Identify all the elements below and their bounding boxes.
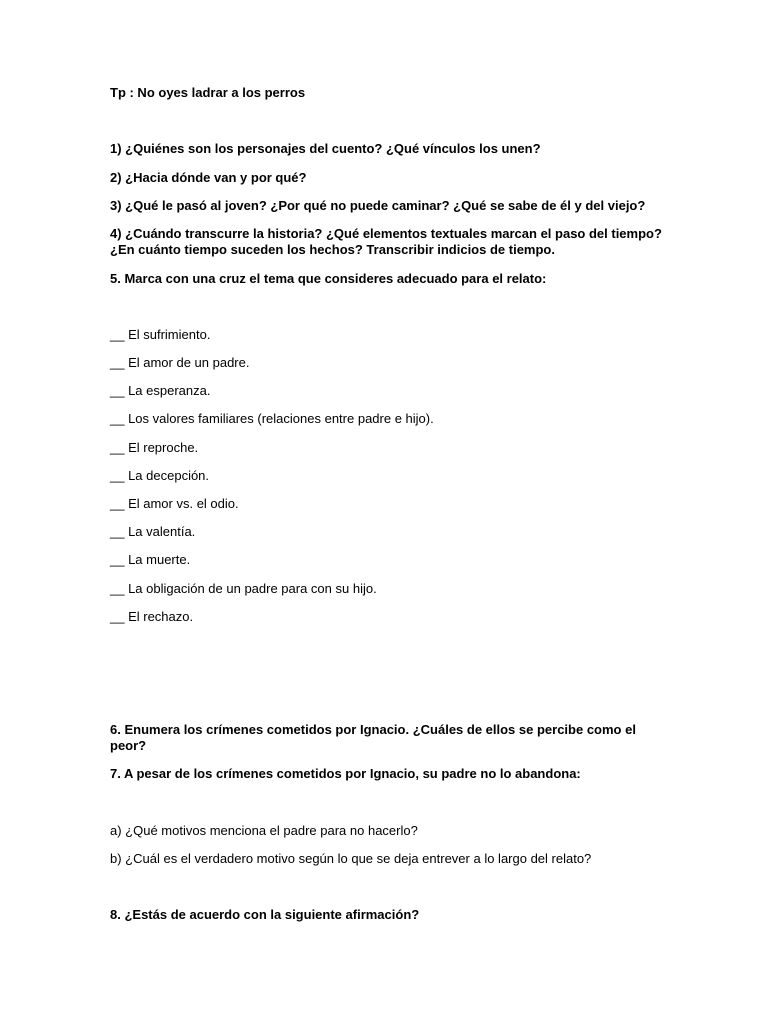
theme-option: __ El sufrimiento. [110, 327, 211, 342]
question-7b: b) ¿Cuál es el verdadero motivo según lo que se deja entrever a lo largo del relato? [110, 851, 592, 866]
question-6-line-2: peor? [110, 738, 147, 753]
document-title: Tp : No oyes ladrar a los perros [110, 85, 306, 100]
question-7: 7. A pesar de los crímenes cometidos por Ignacio, su padre no lo abandona: [110, 766, 581, 781]
theme-option: __ El amor de un padre. [110, 355, 250, 370]
theme-option: __ El rechazo. [110, 609, 194, 624]
question-8: 8. ¿Estás de acuerdo con la siguiente afirmación? [110, 907, 420, 922]
theme-option: __ La muerte. [110, 552, 191, 567]
question-2: 2) ¿Hacia dónde van y por qué? [110, 170, 307, 185]
question-1: 1) ¿Quiénes son los personajes del cuento? ¿Qué vínculos los unen? [110, 141, 541, 156]
question-6-line-1: 6. Enumera los crímenes cometidos por Ignacio. ¿Cuáles de ellos se percibe como el [110, 722, 636, 737]
theme-option: __ El reproche. [110, 440, 199, 455]
question-7a: a) ¿Qué motivos menciona el padre para no hacerlo? [110, 823, 418, 838]
question-3: 3) ¿Qué le pasó al joven? ¿Por qué no puede caminar? ¿Qué se sabe de él y del viejo? [110, 198, 646, 213]
question-4-line-1: 4) ¿Cuándo transcurre la historia? ¿Qué elementos textuales marcan el paso del tiempo? [110, 226, 662, 241]
theme-option: __ La esperanza. [110, 383, 211, 398]
theme-option: __ La valentía. [110, 524, 196, 539]
theme-option: __ Los valores familiares (relaciones entre padre e hijo). [110, 411, 434, 426]
question-4-line-2: ¿En cuánto tiempo suceden los hechos? Transcribir indicios de tiempo. [110, 242, 555, 257]
question-5: 5. Marca con una cruz el tema que consideres adecuado para el relato: [110, 271, 547, 286]
theme-option: __ La obligación de un padre para con su hijo. [110, 581, 377, 596]
theme-option: __ El amor vs. el odio. [110, 496, 239, 511]
theme-option: __ La decepción. [110, 468, 210, 483]
